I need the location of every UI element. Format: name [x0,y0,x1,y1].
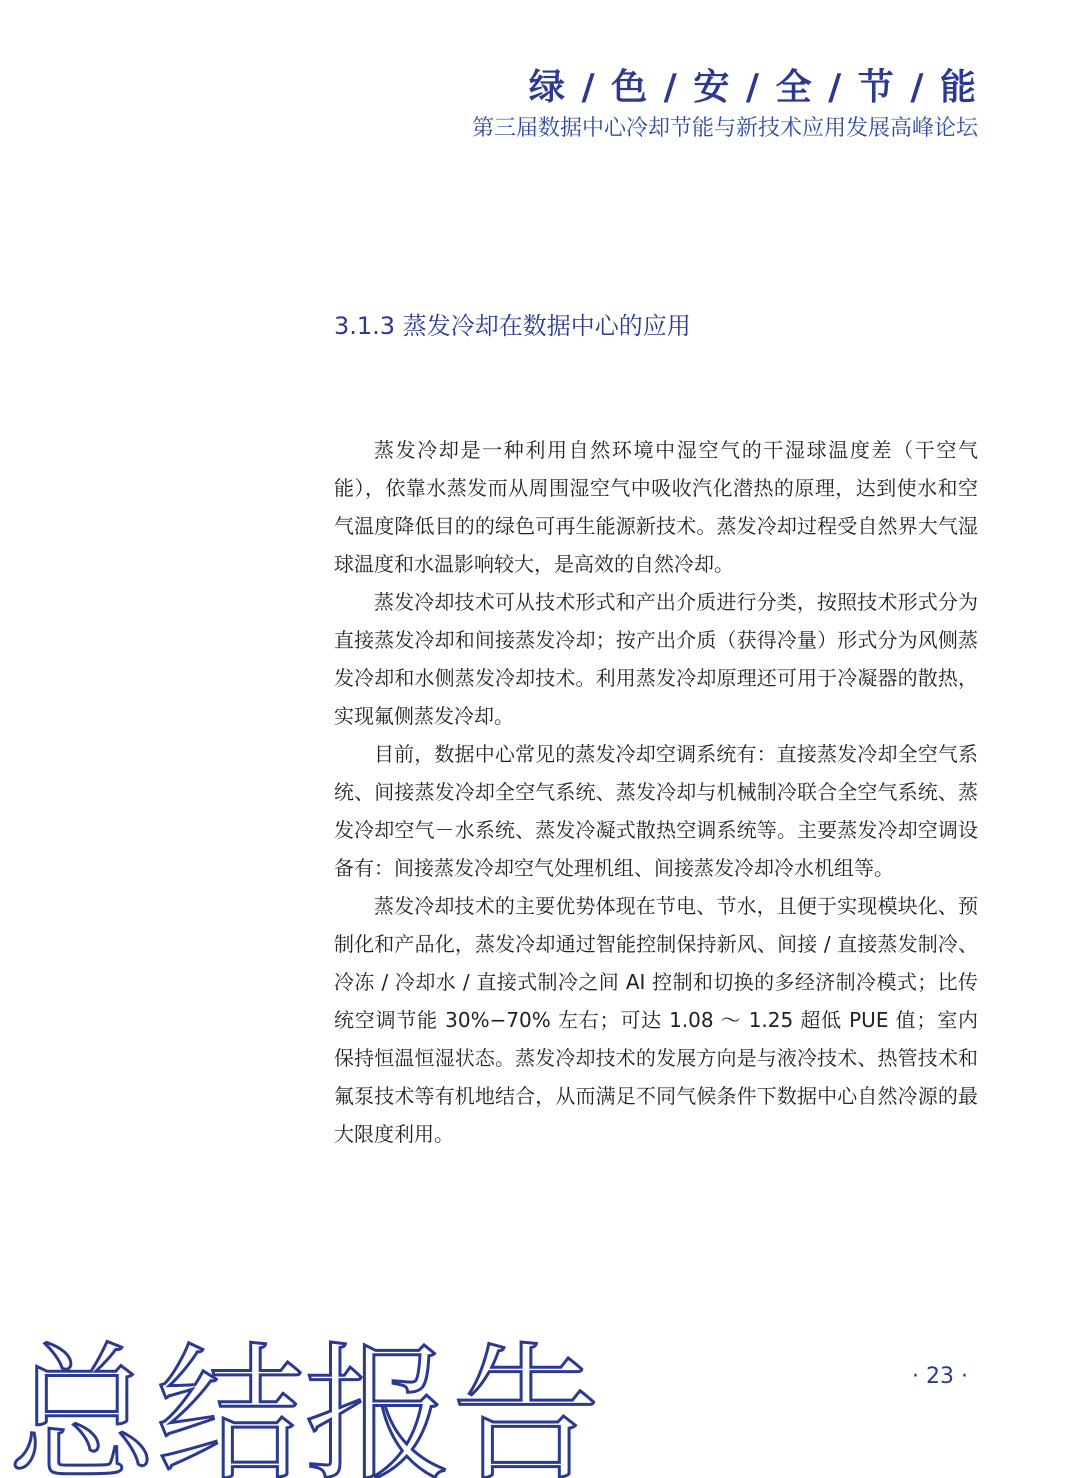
paragraph: 目前，数据中心常见的蒸发冷却空调系统有：直接蒸发冷却全空气系统、间接蒸发冷却全空气系统、蒸发冷却与机械制冷联合全空气系统、蒸发冷却空气－水系统、蒸发冷凝式散热空调系统等。主要蒸发冷却空调设备有：间接蒸发冷却空气处理机组、间接蒸发冷却冷水机组等。 [334,742,978,880]
watermark-text: 总结报告 [8,1329,600,1478]
section-title: 3.1.3 蒸发冷却在数据中心的应用 [334,312,691,340]
page-header [472,62,978,144]
paragraph: 蒸发冷却是一种利用自然环境中湿空气的干湿球温度差（干空气能），依靠水蒸发而从周围湿空气中吸收汽化潜热的原理，达到使水和空气温度降低目的的绿色可再生能源新技术。蒸发冷却过程受自然界大气湿球温度和水温影响较大，是高效的自然冷却。 [334,438,978,576]
page-number: · 23 · [912,1364,968,1389]
body-text [334,431,978,1153]
watermark-outline-text [8,1328,608,1478]
paragraph: 蒸发冷却技术可从技术形式和产出介质进行分类，按照技术形式分为直接蒸发冷却和间接蒸发冷却；按产出介质（获得冷量）形式分为风侧蒸发冷却和水侧蒸发冷却技术。利用蒸发冷却原理还可用于冷凝器的散热，实现氟侧蒸发冷却。 [334,590,978,728]
header-title: 绿 / 色 / 安 / 全 / 节 / 能 [528,67,978,108]
paragraph: 蒸发冷却技术的主要优势体现在节电、节水，且便于实现模块化、预制化和产品化，蒸发冷却通过智能控制保持新风、间接 / 直接蒸发制冷、冷冻 / 冷却水 / 直接式制冷之间 AI 控制和切换的多经济制冷模式；比传统空调节能 30%−70% 左右；可达 1.08 ～ 1.25 超低 PUE 值；室内保持恒温恒湿状态。蒸发冷却技术的发展方向是与液冷技术、热管技术和氟泵技术等有机地结合，从而满足不同气候条件下数据中心自然冷源的最大限度利用。 [334,894,978,1146]
header-subtitle: 第三届数据中心冷却节能与新技术应用发展高峰论坛 [471,116,978,141]
